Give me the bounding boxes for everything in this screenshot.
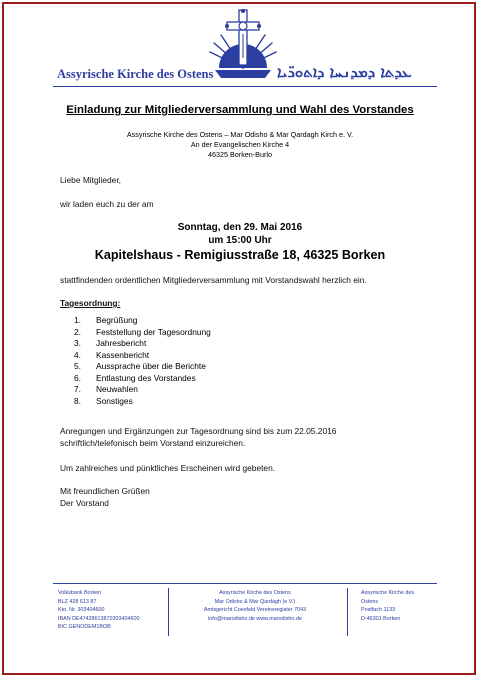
agenda-item-number: 7. [74,384,81,394]
header-divider [53,86,437,87]
agenda-item-number: 1. [74,315,81,325]
address-line-2: An der Evangelischen Kirche 4 [190,140,290,149]
attendance-request: Um zahlreiches und pünktliches Erscheinen wird gebeten. [60,463,276,473]
suggestions-line-1: Anregungen und Ergänzungen zur Tagesordnung sind bis zum 22.05.2016 [60,426,337,436]
footer-association-info [170,589,340,623]
agenda-item-number: 3. [74,338,81,348]
agenda-item-number: 6. [74,372,81,383]
footer-postal-info [361,589,414,623]
address-line-3: 46325 Borken-Burlo [208,150,272,159]
footer-bank-info [58,589,140,632]
purpose-text: stattfindenden ordentlichen Mitgliederversammlung mit Vorstandswahl herzlich ein. [60,275,367,285]
agenda-item-label: Feststellung der Tagesordnung [96,326,211,337]
agenda-item [60,384,211,396]
agenda-item [60,338,211,350]
agenda-item-label: Sonstiges [96,395,133,406]
agenda-item-label: Aussprache über die Berichte [96,361,206,371]
agenda-item-number: 5. [74,361,81,371]
suggestions-line-2: schriftlich/telefonisch beim Vorstand einzureichen. [60,438,246,448]
footer-bank-line: Volksbank Borken [58,590,102,596]
agenda-item-label: Neuwahlen [96,384,138,394]
footer-postal-line: Assyrische Kirche des [361,590,415,596]
address-line-1: Assyrische Kirche des Ostens – Mar Odisho & Mar Qardagh Kirch e. V. [126,130,354,139]
footer-association-line: Amtsgericht Coesfeld Vereinsregister 7043 [203,607,307,613]
closing-line-1: Mit freundlichen Grüßen [60,486,150,496]
cross-logo-icon [205,8,281,84]
church-name: Assyrische Kirche des Ostens [57,67,214,81]
agenda-item-number: 4. [74,349,81,360]
footer-divider [53,583,437,584]
agenda-item-label: Begrüßung [96,315,138,325]
agenda-heading: Tagesordnung: [60,298,121,308]
closing-line-2: Der Vorstand [60,498,109,508]
agenda-item [60,373,211,385]
agenda-item [60,327,211,339]
footer-postal-line: D-46301 Borken [361,615,401,622]
document-page [5,5,475,674]
agenda-item-label: Entlastung des Vorstandes [96,372,196,383]
footer-separator [347,588,348,636]
event-date: Sonntag, den 29. Mai 2016 [177,222,303,233]
footer-separator [168,588,169,636]
intro-text: wir laden euch zu der am [60,199,154,209]
greeting: Liebe Mitglieder, [60,175,121,185]
agenda-item-label: Kassenbericht [96,349,150,360]
agenda-item-number: 2. [74,326,81,337]
footer-bank-line: BLZ 428 613 87 [58,598,97,605]
footer-postal-line: Postfach 1133 [361,607,396,613]
event-location: Kapitelshaus - Remigiusstraße 18, 46325 Borken [94,248,386,262]
agenda-item-label: Jahresbericht [96,338,147,348]
agenda-item [60,350,211,362]
agenda-item [60,361,211,373]
event-time: um 15:00 Uhr [208,235,272,246]
agenda-item [60,396,211,408]
agenda-item-number: 8. [74,395,81,406]
footer-contact-line: info@marodisho.de www.marodisho.de [208,615,302,622]
footer-association-line: Assyrische Kirche des Ostens [219,590,291,596]
syriac-church-name: ܥܕܬܐ ܕܡܕܢܚܐ ܕܐܬܘܖ̈ܝܐ [277,63,412,81]
agenda-item [60,315,211,327]
document-title: Einladung zur Mitgliederversammlung und Wahl des Vorstandes [66,104,414,116]
agenda-list [60,315,211,407]
footer-bank-line: BIC GENODEM1BOB [58,624,111,630]
footer-bank-line: IBAN DE47428613870303404600 [58,615,140,622]
footer-postal-line: Ostens [361,598,379,605]
footer-association-line: Mar Odisho & Mar Qardagh (e.V.) [214,598,296,605]
footer-bank-line: Kto. Nr. 303404600 [58,607,105,613]
